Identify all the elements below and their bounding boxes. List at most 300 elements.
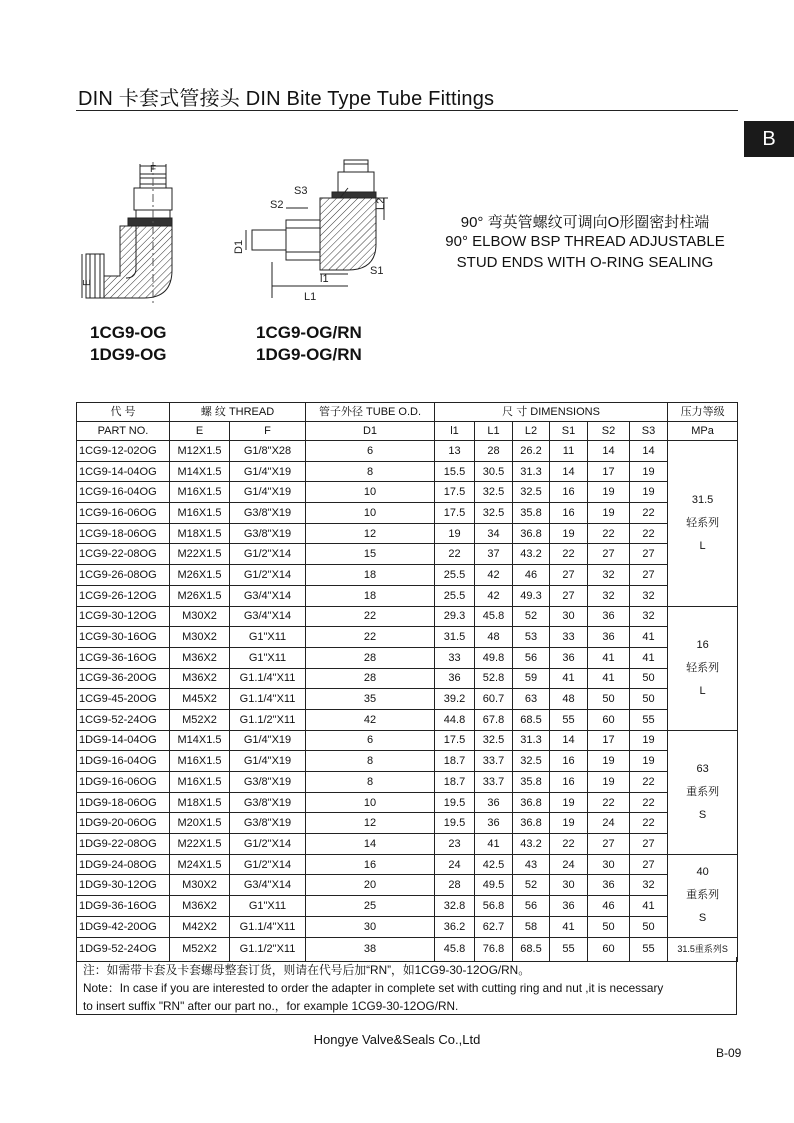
- table-row: [77, 689, 738, 710]
- table-row: [77, 482, 738, 503]
- table-cell: G3/4"X14: [230, 585, 306, 606]
- pressure-rating-cell: [668, 441, 738, 607]
- table-cell: G3/8"X19: [230, 772, 306, 793]
- table-cell: 46: [513, 565, 550, 586]
- table-cell: 22: [588, 792, 630, 813]
- table-cell: 55: [630, 709, 668, 730]
- table-cell: 36: [588, 627, 630, 648]
- table-row: [77, 834, 738, 855]
- table-cell: G1"X11: [230, 627, 306, 648]
- table-cell: G3/8"X19: [230, 503, 306, 524]
- table-cell: 55: [630, 937, 668, 961]
- table-cell: M26X1.5: [170, 565, 230, 586]
- table-cell: 55: [550, 937, 588, 961]
- dim-label-l1-small: l1: [320, 273, 329, 285]
- header-dimensions: 尺 寸 DIMENSIONS: [435, 403, 668, 422]
- table-cell: 17.5: [435, 730, 475, 751]
- table-cell: 41: [475, 834, 513, 855]
- header-l1-small: l1: [435, 422, 475, 441]
- table-cell: 22: [630, 772, 668, 793]
- table-cell: 34: [475, 523, 513, 544]
- header-d1: D1: [306, 422, 435, 441]
- part-number-cell: 1CG9-36-20OG: [77, 668, 170, 689]
- table-cell: 27: [550, 585, 588, 606]
- table-cell: M18X1.5: [170, 523, 230, 544]
- header-part-no: PART NO.: [77, 422, 170, 441]
- part-number-cell: 1CG9-52-24OG: [77, 709, 170, 730]
- table-cell: 17: [588, 730, 630, 751]
- table-row: [77, 730, 738, 751]
- table-cell: 43.2: [513, 834, 550, 855]
- table-cell: M30X2: [170, 606, 230, 627]
- table-cell: G1/2"X14: [230, 544, 306, 565]
- table-cell: 42: [475, 565, 513, 586]
- table-cell: 52: [513, 875, 550, 896]
- table-cell: 36.8: [513, 792, 550, 813]
- part-name-right-2: 1DG9-OG/RN: [256, 345, 362, 364]
- table-cell: 45.8: [475, 606, 513, 627]
- table-cell: 19.5: [435, 813, 475, 834]
- header-tube-od: 管子外径 TUBE O.D.: [306, 403, 435, 422]
- page-number: B-09: [716, 1046, 742, 1060]
- table-cell: 36.8: [513, 523, 550, 544]
- table-cell: M12X1.5: [170, 441, 230, 462]
- table-cell: M36X2: [170, 896, 230, 917]
- table-row: [77, 792, 738, 813]
- table-row: [77, 585, 738, 606]
- table-cell: 36: [475, 792, 513, 813]
- pressure-rating-line: 重系列: [686, 785, 720, 798]
- pressure-rating-cell: [668, 730, 738, 854]
- pressure-rating-line: 16: [696, 638, 709, 651]
- table-cell: 32.5: [513, 482, 550, 503]
- table-cell: 36: [435, 668, 475, 689]
- table-cell: 33: [435, 647, 475, 668]
- table-cell: 27: [630, 544, 668, 565]
- table-cell: G1/2"X14: [230, 565, 306, 586]
- table-row: [77, 875, 738, 896]
- table-cell: 50: [588, 689, 630, 710]
- table-cell: 25.5: [435, 565, 475, 586]
- table-cell: 27: [550, 565, 588, 586]
- table-cell: G3/8"X19: [230, 813, 306, 834]
- pressure-rating-line: S: [698, 808, 707, 821]
- table-cell: 41: [630, 896, 668, 917]
- table-cell: 36.2: [435, 916, 475, 937]
- table-cell: 48: [550, 689, 588, 710]
- table-cell: 19: [630, 730, 668, 751]
- description-en-1: 90° ELBOW BSP THREAD ADJUSTABLE: [445, 233, 725, 250]
- table-cell: 63: [513, 689, 550, 710]
- table-cell: 60: [588, 937, 630, 961]
- table-cell: M42X2: [170, 916, 230, 937]
- table-cell: 55: [550, 709, 588, 730]
- header-f: F: [230, 422, 306, 441]
- section-tab: B: [744, 121, 794, 157]
- table-cell: 32.8: [435, 896, 475, 917]
- table-cell: M22X1.5: [170, 544, 230, 565]
- pressure-rating-line: 40: [696, 866, 709, 879]
- part-number-cell: 1DG9-24-08OG: [77, 854, 170, 875]
- part-number-cell: 1CG9-45-20OG: [77, 689, 170, 710]
- table-cell: 22: [630, 813, 668, 834]
- table-cell: 49.8: [475, 647, 513, 668]
- elbow-drawing-right: [228, 158, 398, 308]
- table-cell: 16: [306, 854, 435, 875]
- table-cell: G1.1/2"X11: [230, 709, 306, 730]
- table-cell: 16: [550, 772, 588, 793]
- table-cell: 15: [306, 544, 435, 565]
- part-number-cell: 1DG9-20-06OG: [77, 813, 170, 834]
- table-cell: 17.5: [435, 482, 475, 503]
- table-cell: 18.7: [435, 772, 475, 793]
- table-cell: 19: [550, 523, 588, 544]
- table-cell: 19: [588, 772, 630, 793]
- pressure-rating-line: 轻系列: [686, 516, 720, 529]
- part-number-cell: 1CG9-26-08OG: [77, 565, 170, 586]
- table-cell: 41: [588, 668, 630, 689]
- table-cell: 60: [588, 709, 630, 730]
- table-cell: 14: [588, 441, 630, 462]
- table-row: [77, 916, 738, 937]
- dim-label-L1: L1: [304, 291, 317, 303]
- table-cell: 32.5: [475, 730, 513, 751]
- dim-label-d1: D1: [233, 239, 245, 254]
- table-cell: 8: [306, 751, 435, 772]
- table-cell: 36: [588, 606, 630, 627]
- table-body: [77, 441, 738, 962]
- table-cell: M14X1.5: [170, 461, 230, 482]
- table-cell: 32: [588, 565, 630, 586]
- table-cell: 68.5: [513, 937, 550, 961]
- part-number-cell: 1DG9-42-20OG: [77, 916, 170, 937]
- table-cell: G3/8"X19: [230, 523, 306, 544]
- table-cell: 43.2: [513, 544, 550, 565]
- table-cell: 33: [550, 627, 588, 648]
- pressure-rating-line: L: [699, 539, 706, 552]
- table-cell: 50: [588, 916, 630, 937]
- table-cell: 41: [630, 627, 668, 648]
- part-number-cell: 1CG9-26-12OG: [77, 585, 170, 606]
- page-title: DIN 卡套式管接头 DIN Bite Type Tube Fittings: [78, 88, 495, 110]
- part-number-cell: 1CG9-18-06OG: [77, 523, 170, 544]
- table-cell: M52X2: [170, 709, 230, 730]
- table-cell: 10: [306, 482, 435, 503]
- table-cell: M16X1.5: [170, 482, 230, 503]
- part-number-cell: 1CG9-16-04OG: [77, 482, 170, 503]
- table-cell: 48: [475, 627, 513, 648]
- table-cell: 27: [588, 544, 630, 565]
- table-cell: 16: [550, 482, 588, 503]
- table-cell: 56.8: [475, 896, 513, 917]
- table-cell: M30X2: [170, 875, 230, 896]
- table-cell: 11: [550, 441, 588, 462]
- table-cell: 23: [435, 834, 475, 855]
- table-cell: 32.5: [475, 503, 513, 524]
- table-cell: 19: [630, 461, 668, 482]
- part-number-cell: 1DG9-14-04OG: [77, 730, 170, 751]
- table-cell: 32.5: [513, 751, 550, 772]
- part-number-cell: 1CG9-14-04OG: [77, 461, 170, 482]
- table-cell: 67.8: [475, 709, 513, 730]
- table-cell: 62.7: [475, 916, 513, 937]
- table-row: [77, 668, 738, 689]
- table-cell: G1.1/4"X11: [230, 668, 306, 689]
- table-cell: 56: [513, 896, 550, 917]
- table-row: [77, 627, 738, 648]
- table-cell: 8: [306, 772, 435, 793]
- table-row: [77, 461, 738, 482]
- part-number-cell: 1CG9-16-06OG: [77, 503, 170, 524]
- part-name-left-2: 1DG9-OG: [90, 345, 167, 364]
- elbow-drawing-left: [80, 158, 190, 308]
- table-row: [77, 813, 738, 834]
- table-cell: 12: [306, 813, 435, 834]
- table-cell: 22: [550, 834, 588, 855]
- table-cell: 28: [475, 441, 513, 462]
- table-row: [77, 565, 738, 586]
- table-cell: 22: [306, 606, 435, 627]
- table-cell: M52X2: [170, 937, 230, 961]
- part-number-cell: 1CG9-22-08OG: [77, 544, 170, 565]
- table-header-row-1: [77, 403, 738, 422]
- dim-label-s1: S1: [370, 265, 384, 277]
- pressure-rating-line: 轻系列: [686, 661, 720, 674]
- table-cell: G3/8"X19: [230, 792, 306, 813]
- table-cell: 32: [630, 585, 668, 606]
- table-row: [77, 544, 738, 565]
- table-cell: 68.5: [513, 709, 550, 730]
- table-row: [77, 606, 738, 627]
- table-cell: 76.8: [475, 937, 513, 961]
- table-cell: 32.5: [475, 482, 513, 503]
- table-cell: 56: [513, 647, 550, 668]
- table-cell: 18: [306, 565, 435, 586]
- pressure-rating-cell: [668, 854, 738, 937]
- table-cell: M26X1.5: [170, 585, 230, 606]
- table-cell: 22: [630, 503, 668, 524]
- pressure-rating-line: L: [699, 684, 706, 697]
- table-cell: 41: [630, 647, 668, 668]
- table-cell: 25: [306, 896, 435, 917]
- header-e: E: [170, 422, 230, 441]
- table-cell: 19: [435, 523, 475, 544]
- table-cell: 14: [550, 730, 588, 751]
- table-cell: G3/4"X14: [230, 875, 306, 896]
- part-number-cell: 1DG9-30-12OG: [77, 875, 170, 896]
- table-cell: G1/2"X14: [230, 834, 306, 855]
- dimensions-table: [76, 402, 737, 962]
- table-row: [77, 896, 738, 917]
- table-row: [77, 751, 738, 772]
- table-row: [77, 523, 738, 544]
- dim-label-f: F: [150, 164, 157, 175]
- table-cell: 27: [630, 854, 668, 875]
- table-cell: 46: [588, 896, 630, 917]
- table-cell: 42: [306, 709, 435, 730]
- header-L2: L2: [513, 422, 550, 441]
- table-cell: 42.5: [475, 854, 513, 875]
- table-cell: M20X1.5: [170, 813, 230, 834]
- table-cell: 52: [513, 606, 550, 627]
- table-cell: 36: [550, 896, 588, 917]
- dim-label-s2: S2: [270, 199, 284, 211]
- table-cell: 22: [630, 792, 668, 813]
- table-cell: M16X1.5: [170, 503, 230, 524]
- table-cell: G1"X11: [230, 896, 306, 917]
- table-cell: 31.3: [513, 730, 550, 751]
- table-cell: 14: [630, 441, 668, 462]
- table-cell: 30: [550, 875, 588, 896]
- table-cell: M36X2: [170, 668, 230, 689]
- table-row: [77, 647, 738, 668]
- pressure-rating-line: 31.5重系列S: [677, 943, 728, 954]
- table-row: [77, 772, 738, 793]
- table-cell: 24: [588, 813, 630, 834]
- table-cell: G3/4"X14: [230, 606, 306, 627]
- table-cell: M36X2: [170, 647, 230, 668]
- company-name: Hongye Valve&Seals Co.,Ltd: [313, 1032, 481, 1047]
- table-cell: 17: [588, 461, 630, 482]
- table-cell: 18: [306, 585, 435, 606]
- part-number-cell: 1CG9-30-12OG: [77, 606, 170, 627]
- note-cn: 注：如需带卡套及卡套螺母整套订货，则请在代号后加“RN”，如1CG9-30-12OG/RN。: [83, 963, 530, 977]
- table-cell: 41: [550, 916, 588, 937]
- table-cell: 15.5: [435, 461, 475, 482]
- table-cell: 27: [630, 565, 668, 586]
- table-cell: 20: [306, 875, 435, 896]
- table-cell: 24: [435, 854, 475, 875]
- table-cell: M16X1.5: [170, 751, 230, 772]
- header-mpa: MPa: [668, 422, 738, 441]
- table-cell: M18X1.5: [170, 792, 230, 813]
- table-cell: 38: [306, 937, 435, 961]
- order-note: [76, 957, 737, 1015]
- table-cell: M14X1.5: [170, 730, 230, 751]
- table-cell: M22X1.5: [170, 834, 230, 855]
- table-cell: G1/4"X19: [230, 461, 306, 482]
- pressure-rating-cell: [668, 606, 738, 730]
- part-number-cell: 1DG9-52-24OG: [77, 937, 170, 961]
- table-cell: 30.5: [475, 461, 513, 482]
- table-cell: G1/4"X19: [230, 751, 306, 772]
- table-cell: 31.5: [435, 627, 475, 648]
- table-cell: 27: [630, 834, 668, 855]
- table-cell: 24: [550, 854, 588, 875]
- table-cell: 22: [306, 627, 435, 648]
- part-name-right-1: 1CG9-OG/RN: [256, 323, 362, 342]
- table-cell: 12: [306, 523, 435, 544]
- table-cell: 58: [513, 916, 550, 937]
- table-cell: 42: [475, 585, 513, 606]
- pressure-rating-line: S: [698, 912, 707, 925]
- table-cell: G1"X11: [230, 647, 306, 668]
- part-number-cell: 1CG9-12-02OG: [77, 441, 170, 462]
- table-cell: 27: [588, 834, 630, 855]
- table-cell: 13: [435, 441, 475, 462]
- table-cell: 17.5: [435, 503, 475, 524]
- table-cell: 41: [550, 668, 588, 689]
- table-cell: 45.8: [435, 937, 475, 961]
- part-number-cell: 1DG9-16-04OG: [77, 751, 170, 772]
- pressure-rating-line: 重系列: [686, 889, 720, 902]
- table-cell: 22: [550, 544, 588, 565]
- table-cell: 16: [550, 503, 588, 524]
- table-cell: 6: [306, 441, 435, 462]
- table-cell: 19: [588, 482, 630, 503]
- table-cell: M24X1.5: [170, 854, 230, 875]
- table-cell: G1/4"X19: [230, 482, 306, 503]
- table-cell: 26.2: [513, 441, 550, 462]
- table-cell: 10: [306, 792, 435, 813]
- table-cell: 19: [588, 751, 630, 772]
- table-cell: 49.3: [513, 585, 550, 606]
- table-row: [77, 709, 738, 730]
- table-cell: 32: [630, 875, 668, 896]
- dim-label-s3: S3: [294, 185, 308, 197]
- table-cell: 28: [306, 647, 435, 668]
- table-cell: 39.2: [435, 689, 475, 710]
- table-cell: 28: [306, 668, 435, 689]
- table-cell: 60.7: [475, 689, 513, 710]
- title-divider: [76, 110, 738, 111]
- note-en-2: to insert suffix "RN" after our part no.，for example 1CG9-30-12OG/RN.: [83, 999, 459, 1013]
- header-s1: S1: [550, 422, 588, 441]
- table-cell: 30: [306, 916, 435, 937]
- table-cell: G1/8"X28: [230, 441, 306, 462]
- table-cell: 36: [588, 875, 630, 896]
- part-number-cell: 1DG9-16-06OG: [77, 772, 170, 793]
- table-cell: 49.5: [475, 875, 513, 896]
- table-cell: 19: [630, 482, 668, 503]
- table-cell: 30: [588, 854, 630, 875]
- table-cell: 19: [550, 813, 588, 834]
- table-cell: 33.7: [475, 751, 513, 772]
- part-number-cell: 1CG9-36-16OG: [77, 647, 170, 668]
- table-cell: 32: [630, 606, 668, 627]
- table-cell: G1/4"X19: [230, 730, 306, 751]
- table-cell: 44.8: [435, 709, 475, 730]
- note-en-1: Note：In case if you are interested to order the adapter in complete set with cutting ring and nut ,it is necessary: [83, 981, 664, 995]
- table-cell: G1.1/4"X11: [230, 689, 306, 710]
- table-cell: 36: [550, 647, 588, 668]
- table-cell: 35.8: [513, 772, 550, 793]
- table-cell: 28: [435, 875, 475, 896]
- part-number-cell: 1CG9-30-16OG: [77, 627, 170, 648]
- table-row: [77, 503, 738, 524]
- table-cell: M16X1.5: [170, 772, 230, 793]
- table-cell: 25.5: [435, 585, 475, 606]
- table-cell: M45X2: [170, 689, 230, 710]
- dim-label-e: E: [82, 279, 93, 286]
- table-cell: 19: [550, 792, 588, 813]
- table-cell: 8: [306, 461, 435, 482]
- table-cell: 22: [588, 523, 630, 544]
- table-cell: G1/2"X14: [230, 854, 306, 875]
- table-cell: 19.5: [435, 792, 475, 813]
- table-row: [77, 441, 738, 462]
- table-cell: 37: [475, 544, 513, 565]
- dim-label-l2: L2: [375, 197, 387, 210]
- header-thread: 螺 纹 THREAD: [170, 403, 306, 422]
- header-pressure: 压力等级: [668, 403, 738, 422]
- table-cell: 31.3: [513, 461, 550, 482]
- table-cell: 6: [306, 730, 435, 751]
- pressure-rating-line: 63: [696, 762, 709, 775]
- table-cell: 52.8: [475, 668, 513, 689]
- table-cell: 22: [630, 523, 668, 544]
- table-cell: 36.8: [513, 813, 550, 834]
